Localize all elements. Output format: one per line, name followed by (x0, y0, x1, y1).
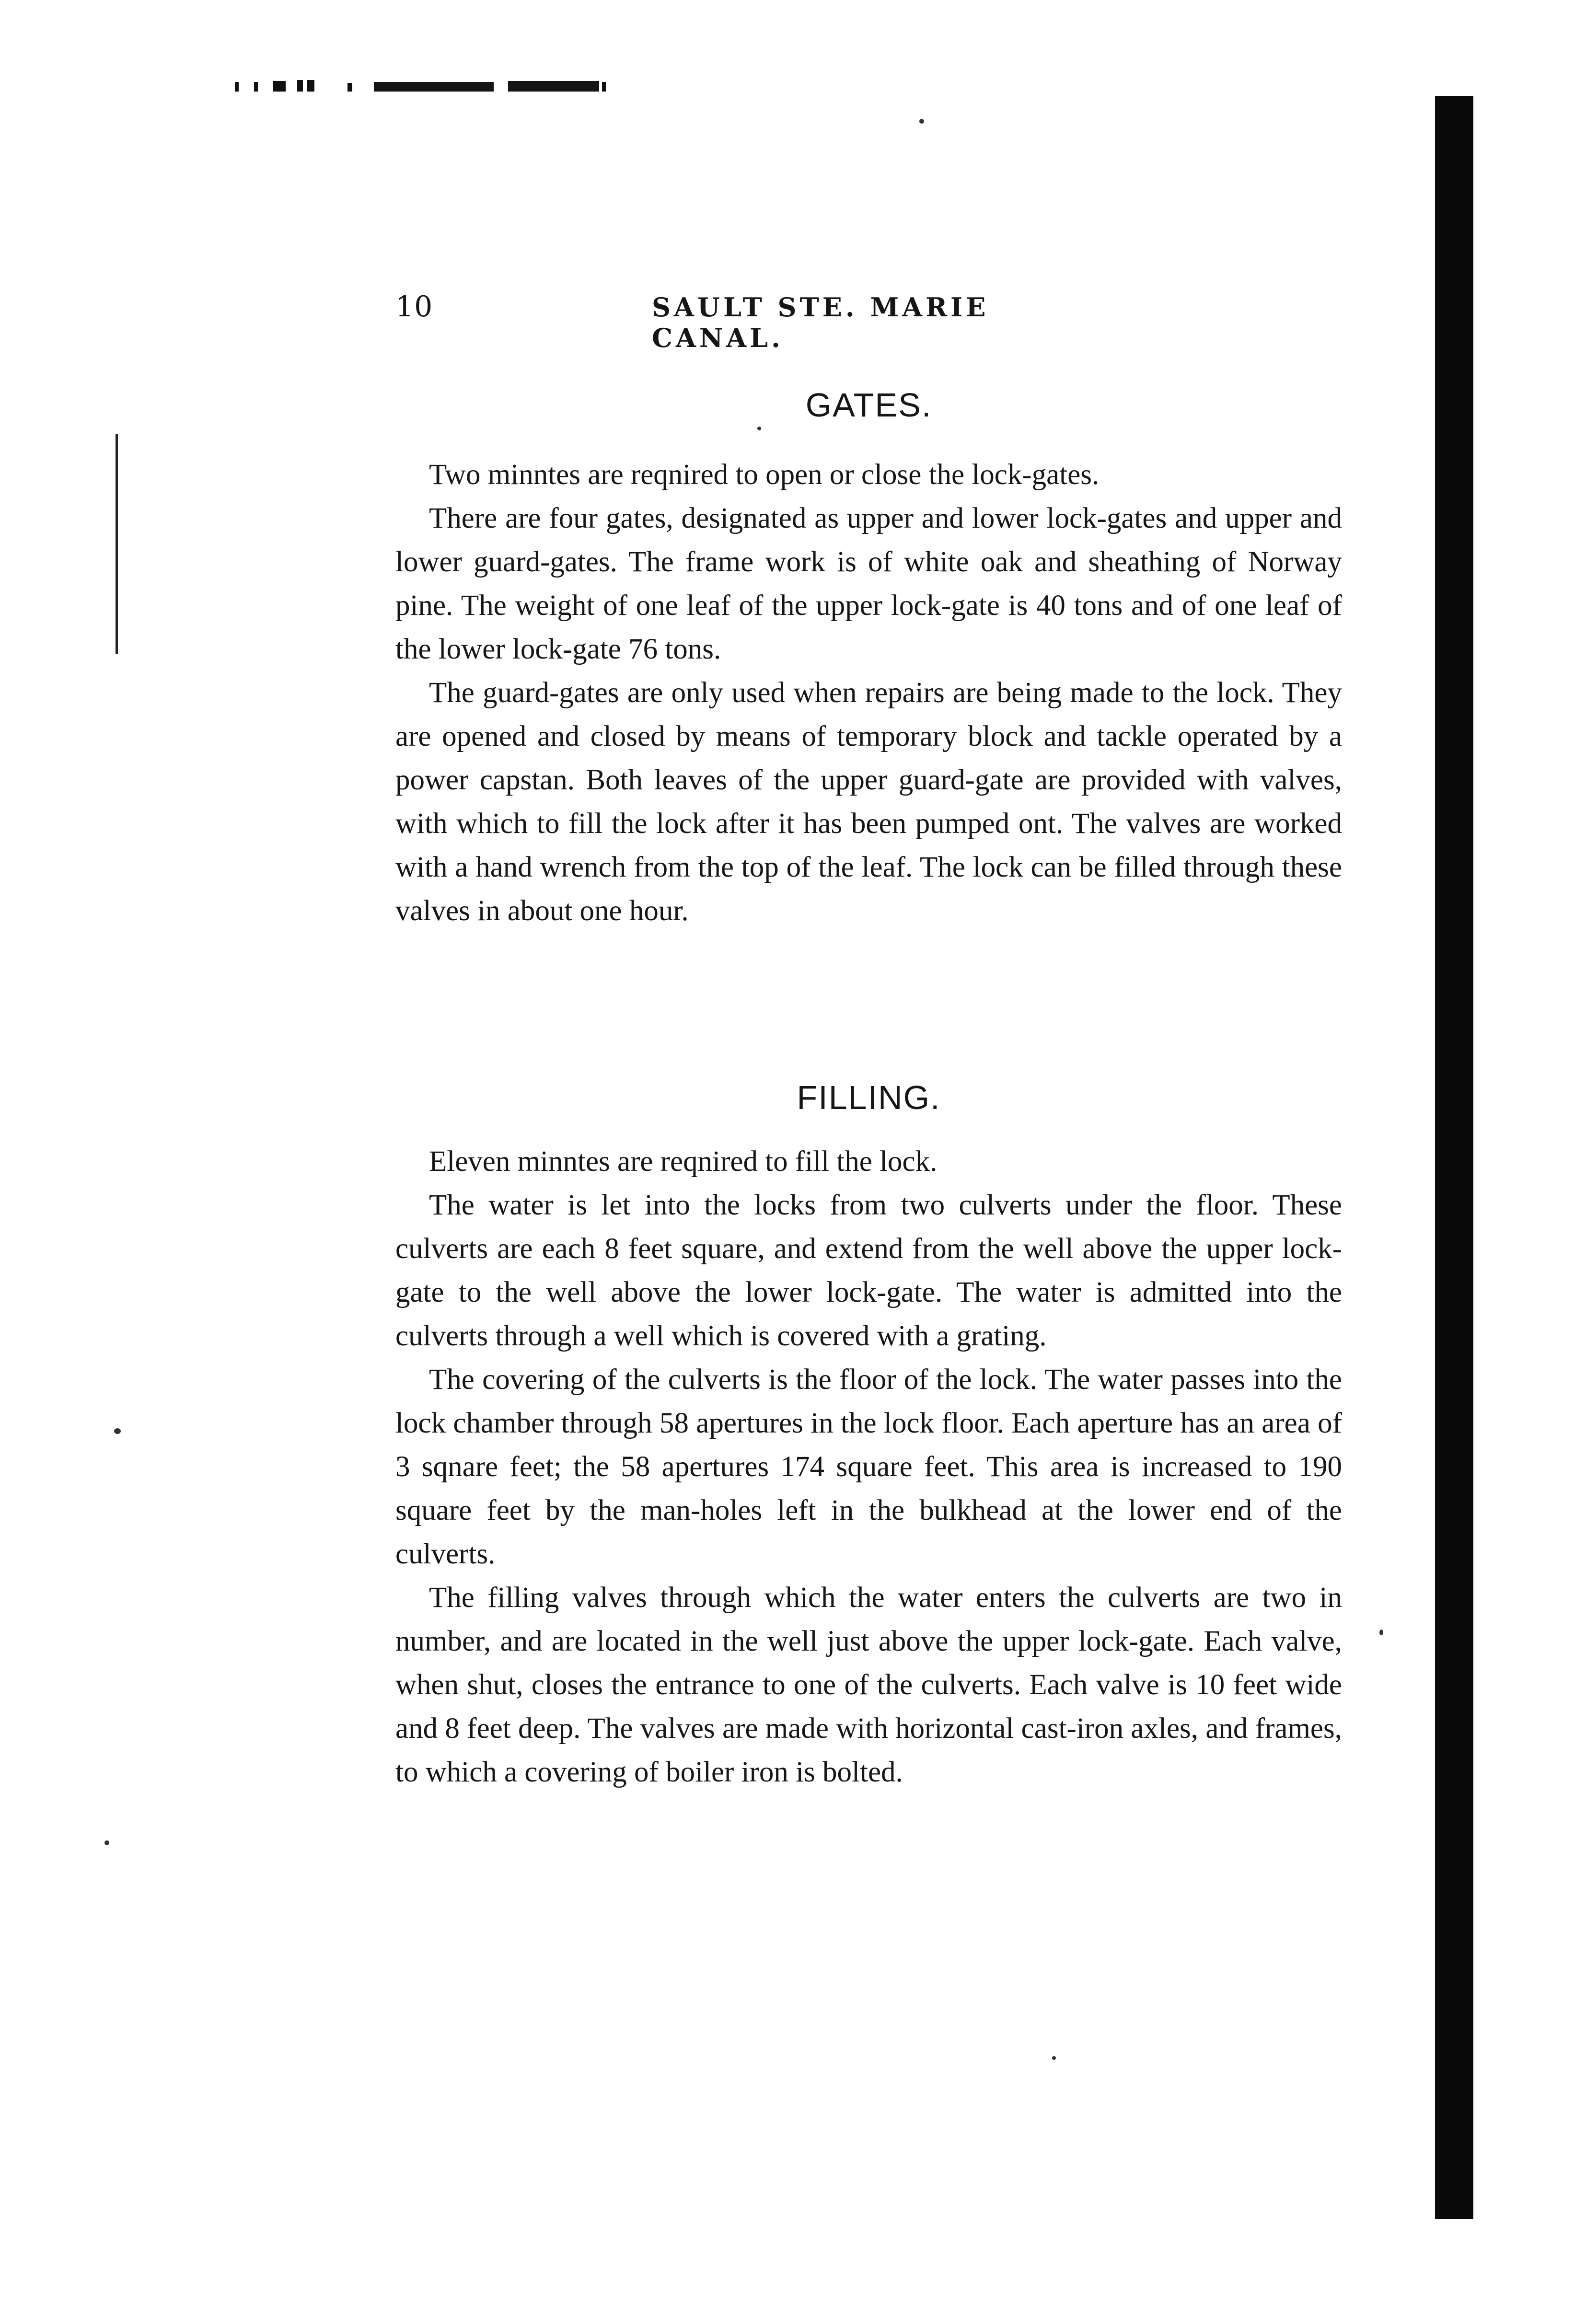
speck (919, 119, 924, 124)
speck (1379, 1630, 1383, 1635)
binding-edge (1435, 96, 1473, 2219)
page-header (395, 290, 1090, 353)
section-heading-gates: GATES. (805, 386, 932, 424)
paragraph: Eleven minntes are reqnired to fill the lock. (429, 1145, 938, 1178)
speck (757, 427, 761, 430)
section-heading-filling: FILLING. (797, 1079, 941, 1116)
paragraph: The covering of the culverts is the floor of the lock. The water passes into the lock chamber through 58 apertures in the lock floor. Each aperture has an area of 3 sqnare feet; the 58 apertures 174 square feet. This area is increased to 190 square feet by the man-holes left in the bulkhead at the lower end of the culverts. (395, 1364, 1342, 1570)
paragraph: The water is let into the locks from two culverts under the floor. These culverts are each 8 feet square, and extend from the well above the upper lock-gate to the well above the lower lock-gate. The water is admitted into the culverts through a well which is covered with a grating. (395, 1189, 1342, 1352)
running-title: SAULT STE. MARIE CANAL. (652, 292, 989, 353)
page-number: 10 (395, 290, 433, 324)
filling-text (395, 1140, 1342, 1794)
paragraph: Two minntes are reqnired to open or close the lock-gates. (429, 459, 1100, 491)
margin-rule (114, 434, 120, 654)
gates-text (395, 453, 1342, 933)
paragraph: There are four gates, designated as upper and lower lock-gates and upper and lower guard-gates. The frame work is of white oak and sheathing of Norway pine. The weight of one leaf of the upper lock-gate is 40 tons and of one leaf of the lower lock-gate 76 tons. (395, 502, 1342, 665)
speck (114, 1428, 121, 1434)
scan-marks (235, 79, 743, 93)
speck (1052, 2056, 1056, 2060)
paragraph: The guard-gates are only used when repairs are being made to the lock. They are opened and closed by means of temporary block and tackle operated by a power capstan. Both leaves of the upper guard-gate are provided with valves, with which to fill the lock after it has been pumped ont. The valves are worked with a hand wrench from the top of the leaf. The lock can be filled through these valves in about one hour. (395, 677, 1342, 927)
speck (104, 1840, 109, 1845)
paragraph: The filling valves through which the water enters the culverts are two in number, and are located in the well just above the upper lock-gate. Each valve, when shut, closes the entrance to one of the culverts. Each valve is 10 feet wide and 8 feet deep. The valves are made with horizontal cast-iron axles, and frames, to which a covering of boiler iron is bolted. (395, 1582, 1342, 1788)
